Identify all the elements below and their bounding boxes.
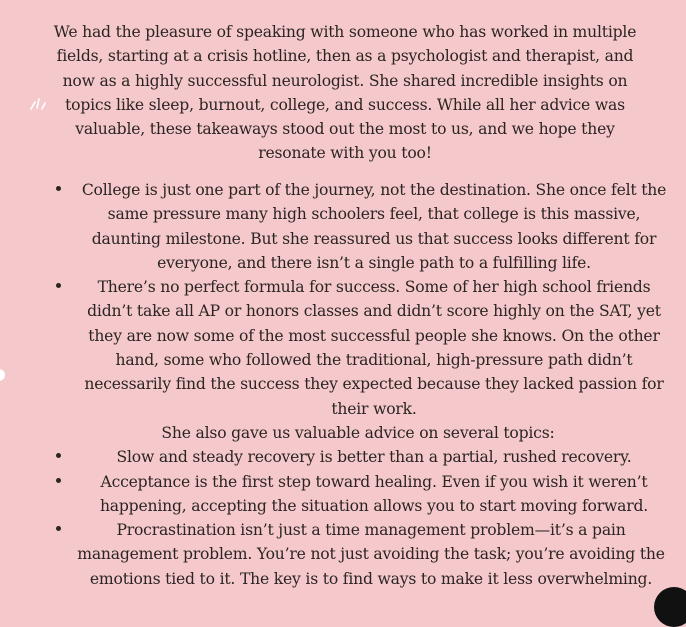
bullet-icon [56,186,61,191]
bullet-icon [56,526,61,531]
list-item [0,470,686,519]
advice-text: Acceptance is the first step toward healing. Even if you wish it weren’t happening, accepting the situation allows you to start moving forward. [99,472,649,515]
takeaway-text: There’s no perfect formula for success. Some of her high school friends didn’t take all AP or honors classes and didn’t score highly on the SAT, yet they are now some of the most successful people she knows. On the other hand, some who followed the traditional, high-pressure path didn’t necessarily find the success they expected because they lacked passion for their work. [84,278,664,418]
corner-circle-decoration [654,587,686,627]
list-item [0,445,686,469]
bullet-icon [56,283,61,288]
list-item [0,178,686,275]
advice-heading: She also gave us valuable advice on several topics: [161,423,555,442]
list-item [0,275,686,421]
bullet-icon [56,453,61,458]
advice-text: Procrastination isn’t just a time management problem—it’s a pain management problem. You’re not just avoiding the task; you’re avoiding the emotions tied to it. The key is to find ways to make it less overwhelming. [77,521,665,588]
takeaways-list [0,178,686,591]
advice-text: Slow and steady recovery is better than a partial, rushed recovery. [116,448,632,467]
intro-paragraph: We had the pleasure of speaking with someone who has worked in multiple fields, starting at a crisis hotline, then as a psychologist and therapist, and now as a highly successful neurologist. She shared incredible insights on topics like sleep, burnout, college, and success. While all her advice was valuable, these takeaways stood out the most to us, and we hope they resonate with you too! [53,23,637,163]
advice-heading-row [0,421,686,445]
takeaway-text: College is just one part of the journey, not the destination. She once felt the same pressure many high schoolers feel, that college is this massive, daunting milestone. But she reassured us that success looks different for everyone, and there isn’t a single path to a fulfilling life. [81,181,667,272]
bullet-icon [56,478,61,483]
list-item [0,518,686,591]
